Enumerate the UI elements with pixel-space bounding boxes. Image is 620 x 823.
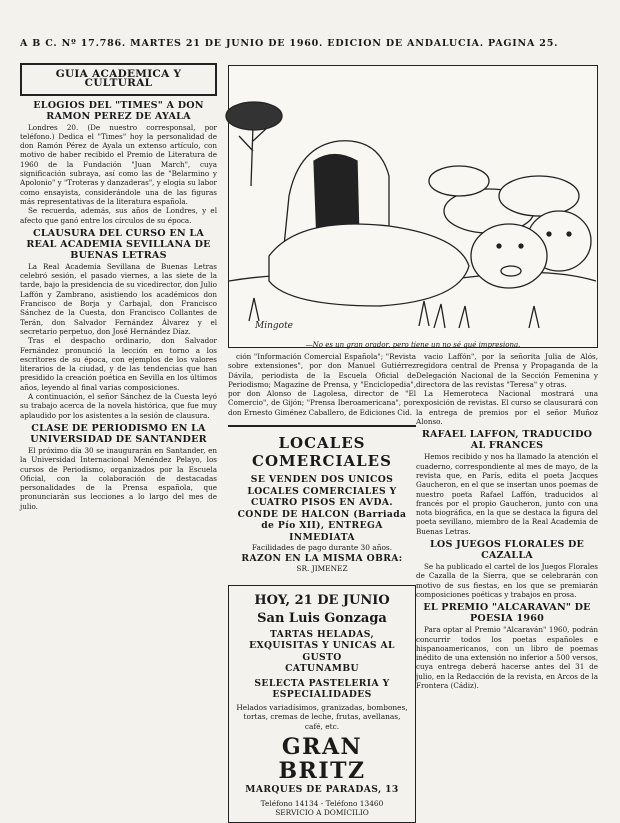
column-3 bbox=[416, 352, 598, 812]
paragraph: La Real Academia Sevillana de Buenas Letras celebró sesión, el pasado viernes, a las siete de la tarde, bajo la presidencia de su vicedirector, don Julio Laffón y Zambrano, asistiendo los académicos don Francisco de Borja y Carbajal, don Francisco Sánchez de la Cuesta, don Francisco Collantes de Terán, don Salvador Fernández Álvarez y el secretario perpetuo, don José Hernández Díaz. bbox=[20, 261, 217, 336]
paragraph: Hemos recibido y nos ha llamado la atención el cuaderno, correspondiente al mes de mayo, de la revista que, en París, edita el poeta Jacques Gaucheron, en el que se insertan unos poemas de nuestro poeta Rafael Laffón, traducidos al francés por el propio Gaucheron, junto con una nota biográfica, en la que se destaca la figura del poeta sevillano, miembro de la Real Academia de Buenas Letras. bbox=[416, 452, 598, 536]
cartoon-signature: Mingote bbox=[255, 321, 294, 331]
ad-body: RAZON EN LA MISMA OBRA: bbox=[241, 552, 403, 564]
ad-date: HOY, 21 DE JUNIO bbox=[254, 592, 390, 608]
ad-small: Facilidades de pago durante 30 años. bbox=[251, 543, 393, 553]
ad-locales bbox=[228, 425, 416, 577]
headline-alcaravan: EL PREMIO "ALCARAVAN" DE POESIA 1960 bbox=[423, 602, 591, 625]
paragraph: vacio Laffón", por la señorita Julia de Alós, regidora central de Prensa y Propaganda de la Delegación Nacional de la Sección Femenina y directora de las revistas "Teresa" y otras. bbox=[416, 352, 598, 389]
section-title: GUIA ACADEMICA Y CULTURAL bbox=[20, 63, 217, 96]
paragraph: ción "Información Comercial Española"; "Revista sobre extensiones", por don Manuel Gutiérrez Dávila, periodista de la Escuela Oficial de Periodismo; Magazine de Prensa, y "Enciclopedia", por don Alonso de Lagolesa, director de "El Comercio", de Gijón; "Prensa Iberoamericana", por don Ernesto Giménez Caballero, de Ediciones Cid. bbox=[228, 352, 416, 417]
ad-title: LOCALES COMERCIALES bbox=[252, 434, 392, 471]
ad-line: SELECTA PASTELERIA Y ESPECIALIDADES bbox=[254, 677, 390, 701]
paragraph: Se ha publicado el cartel de los Juegos Florales de Cazalla de la Sierra, que se celebrarán con motivo de sus fiestas, en los que se premiarán composiciones poéticas y trabajos en prosa. bbox=[416, 562, 598, 599]
masthead: A B C. Nº 17.786. MARTES 21 DE JUNIO DE 1960. EDICION DE ANDALUCIA. PAGINA 25. bbox=[20, 38, 559, 49]
paragraph: Londres 20. (De nuestro corresponsal, por teléfono.) Dedica el "Times" hoy la personalidad de don Ramón Pérez de Ayala un extenso artículo, con motivo de haber recibido el Premio de Literatura de 1960 de la Fundación "Juan March", cuya significación subraya, así como las de "Belarmino y Apolonio" y "Troteras y danzaderas", y elogia su labor como ensayista, considerándole una de las figuras más representativas de la literatura española. bbox=[20, 122, 217, 206]
ad-service: SERVICIO A DOMICILIO bbox=[275, 808, 369, 818]
ad-small: SR. JIMENEZ bbox=[296, 564, 348, 574]
ad-saint: San Luis Gonzaga bbox=[257, 610, 387, 626]
paragraph: Para optar al Premio "Alcaraván" 1960, podrán concurrir todos los poetas españoles e hispanoamericanos, con un libro de poemas inédito de una extensión no inferior a 500 versos, cuya entrega deberá hacerse antes del 31 de julio, en la Redacción de la revista, en Arcos de la Frontera (Cádiz). bbox=[416, 625, 598, 691]
paragraph: Tras el despacho ordinario, don Salvador Fernández pronunció la lección en torno a los escritores de su época, con ejemplos de los valores literarios de la ciudad, y de las tendencias que han presidido la creación poética en Sevilla en los últimos años, leyendo al final varias composiciones. bbox=[20, 336, 217, 392]
ad-line: CATUNAMBU bbox=[285, 663, 359, 675]
column-1 bbox=[20, 63, 217, 815]
headline-periodismo: CLASE DE PERIODISMO EN LA UNIVERSIDAD DE SANTANDER bbox=[30, 422, 207, 445]
paragraph: Se recuerda, además, sus años de Londres, y el afecto que ganó entre los círculos de su época. bbox=[20, 206, 217, 225]
ad-phone: Teléfono 14134 - Teléfono 13460 bbox=[260, 798, 384, 808]
ad-small: Helados variadísimos, granizadas, bombones, tortas, cremas de leche, frutas, avellanas, café, etc. bbox=[236, 702, 408, 731]
paragraph: El próximo día 30 se inaugurarán en Santander, en la Universidad Internacional Menéndez Pelayo, los cursos de Periodismo, organizados por la Escuela Oficial, con la colaboración de destacadas personalidades de la Prensa española, que pronunciarán sus lecciones a lo largo del mes de julio. bbox=[20, 445, 217, 511]
ad-body: SE VENDEN DOS UNICOS LOCALES COMERCIALES Y CUATRO PISOS EN AVDA. CONDE DE HALCON (Barriada de Pío XII), ENTREGA INMEDIATA bbox=[237, 474, 407, 543]
headline-times: ELOGIOS DEL "TIMES" A DON RAMON PEREZ DE AYALA bbox=[33, 99, 204, 122]
headline-cazalla: LOS JUEGOS FLORALES DE CAZALLA bbox=[429, 539, 585, 562]
column-2 bbox=[228, 352, 416, 818]
ad-britz bbox=[228, 585, 416, 823]
paragraph: A continuación, el señor Sánchez de la Cuesta leyó su trabajo acerca de la novela histórica, que fue muy aplaudido por los asistentes a la sesión de clausura. bbox=[20, 392, 217, 420]
cartoon-illustration bbox=[228, 65, 598, 348]
cartoon-caption: —No es un gran orador, pero tiene un no sé qué impresiona. bbox=[305, 341, 521, 349]
hippo-cartoon-icon bbox=[229, 66, 596, 346]
ad-address: MARQUES DE PARADAS, 13 bbox=[245, 784, 399, 796]
paragraph: La Hemeroteca Nacional mostrará una exposición de revistas. El curso se clausurará con la entrega de premios por el señor Muñoz Alonso. bbox=[416, 389, 598, 427]
headline-laffon: RAFAEL LAFFON, TRADUCIDO AL FRANCES bbox=[421, 429, 593, 452]
headline-academia: CLAUSURA DEL CURSO EN LA REAL ACADEMIA SEVILLANA DE BUENAS LETRAS bbox=[26, 227, 211, 261]
ad-line: TARTAS HELADAS, EXQUISITAS Y UNICAS AL GUSTO bbox=[249, 628, 395, 663]
ad-brand: GRAN BRITZ bbox=[278, 734, 366, 785]
